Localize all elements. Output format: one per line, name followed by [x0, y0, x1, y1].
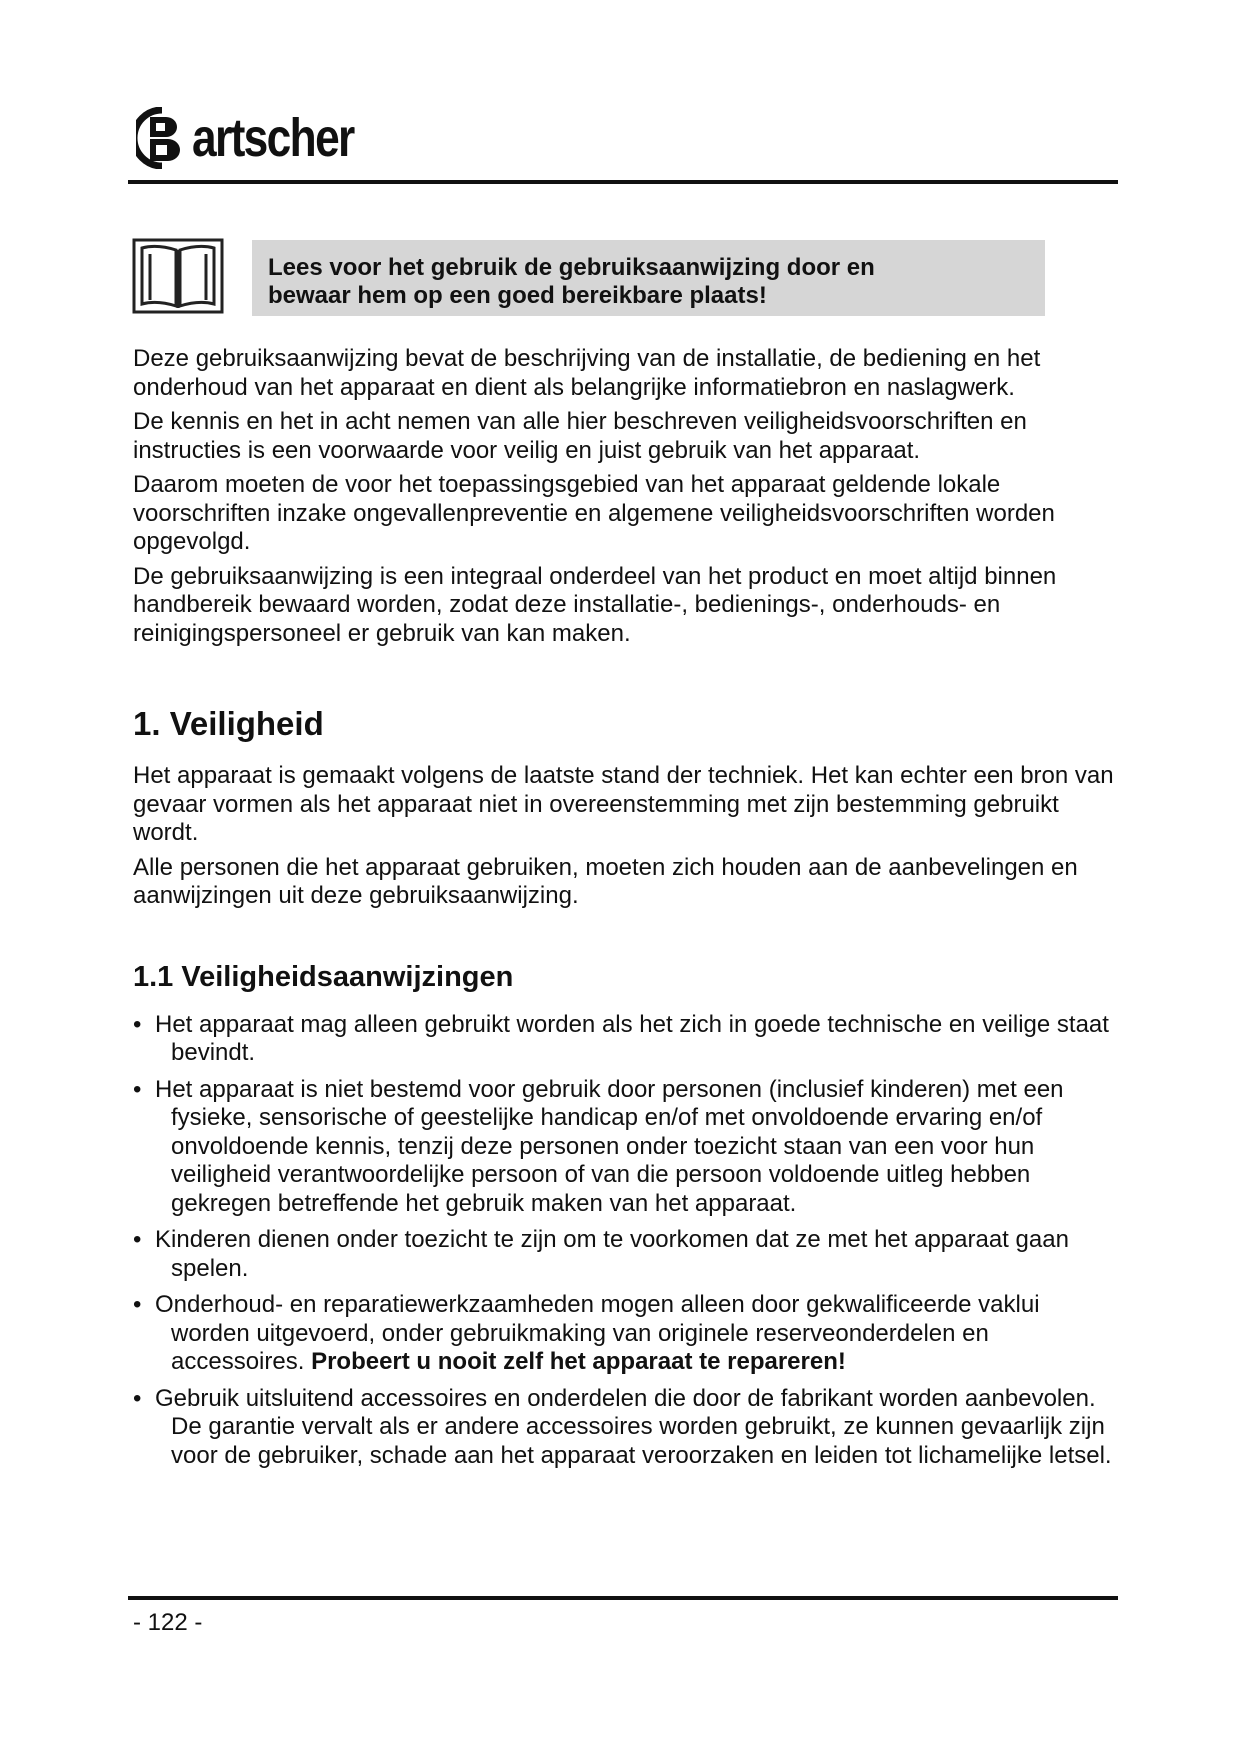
list-item-text: Onderhoud- en reparatiewerkzaamheden mogen alleen door gekwalificeerde vaklui worden uitgevoerd, onder gebruikmaking van originele reserveonderdelen en accessoires.: [155, 1291, 1040, 1375]
page-number: - 122 -: [133, 1609, 203, 1636]
notice-line-1: Lees voor het gebruik de gebruiksaanwijzing door en: [268, 254, 875, 281]
page-content: [133, 345, 1123, 1478]
list-item-text: Gebruik uitsluitend accessoires en onderdelen die door de fabrikant worden aanbevolen. De garantie vervalt als er andere accessoires worden gebruikt, ze kunnen gevaarlijk zijn voor de gebruiker, schade aan het apparaat veroorzaken en leiden tot lichamelijke letsel.: [155, 1384, 1112, 1469]
list-item: [133, 1011, 1123, 1068]
list-item: [133, 1291, 1123, 1377]
intro-paragraph-3: Daarom moeten de voor het toepassingsgebied van het apparaat geldende lokale voorschriften inzake ongevallenpreventie en algemene veiligheidsvoorschriften worden opgevolgd.: [133, 471, 1055, 555]
list-item-text: Het apparaat is niet bestemd voor gebruik door personen (inclusief kinderen) met een fysieke, sensorische of geestelijke handicap en/of met onvoldoende ervaring en/of onvoldoende kennis, tenzij deze personen onder toezicht staan van een voor hun veiligheid verantwoordelijke persoon of van die persoon voldoende uitleg hebben gekregen betreffende het gebruik maken van het apparaat.: [155, 1075, 1064, 1217]
brand-name: artscher: [192, 108, 354, 168]
bullet-icon: •: [133, 1075, 142, 1103]
intro-paragraph-1: Deze gebruiksaanwijzing bevat de beschrijving van de installatie, de bediening en het onderhoud van het apparaat en dient als belangrijke informatiebron en naslagwerk.: [133, 345, 1041, 401]
notice-line-2: bewaar hem op een goed bereikbare plaats!: [268, 282, 767, 309]
bullet-icon: •: [133, 1226, 142, 1253]
list-item-text: Kinderen dienen onder toezicht te zijn om te voorkomen dat ze met het apparaat gaan spelen.: [155, 1226, 1069, 1282]
list-item: [133, 1076, 1123, 1219]
list-item-text: Het apparaat mag alleen gebruikt worden als het zich in goede technische en veilige staat bevindt.: [155, 1010, 1109, 1066]
subsection-heading: 1.1 Veiligheidsaanwijzingen: [133, 960, 514, 993]
safety-instructions-list: [133, 1011, 1123, 1471]
footer-rule: [128, 1596, 1118, 1600]
header-rule: [128, 180, 1118, 184]
section-paragraph-2: Alle personen die het apparaat gebruiken, moeten zich houden aan de aanbevelingen en aanwijzingen uit deze gebruiksaanwijzing.: [133, 853, 1078, 909]
notice-banner: [130, 236, 1050, 318]
intro-paragraph-2: De kennis en het in acht nemen van alle hier beschreven veiligheidsvoorschriften en instructies is een voorwaarde voor veilig en juist gebruik van het apparaat.: [133, 408, 1027, 464]
warning-text: Probeert u nooit zelf het apparaat te repareren!: [311, 1348, 846, 1375]
list-item: [133, 1226, 1123, 1283]
brand-logo: [136, 100, 389, 176]
section-paragraph-1: Het apparaat is gemaakt volgens de laatste stand der techniek. Het kan echter een bron van gevaar vormen als het apparaat niet in overeenstemming met zijn bestemming gebruikt wordt.: [133, 762, 1114, 846]
bullet-icon: •: [133, 1010, 142, 1038]
bullet-icon: •: [133, 1291, 142, 1318]
book-icon: [132, 236, 224, 316]
brand-logo-mark: [136, 107, 188, 169]
bullet-icon: •: [133, 1384, 142, 1412]
intro-paragraph-4: De gebruiksaanwijzing is een integraal onderdeel van het product en moet altijd binnen handbereik bewaard worden, zodat deze installatie-, bedienings-, onderhouds- en reinigingspersoneel er gebruik van kan maken.: [133, 562, 1057, 647]
list-item: [133, 1385, 1123, 1471]
notice-box: [252, 240, 1045, 316]
section-heading: 1. Veiligheid: [133, 705, 324, 742]
